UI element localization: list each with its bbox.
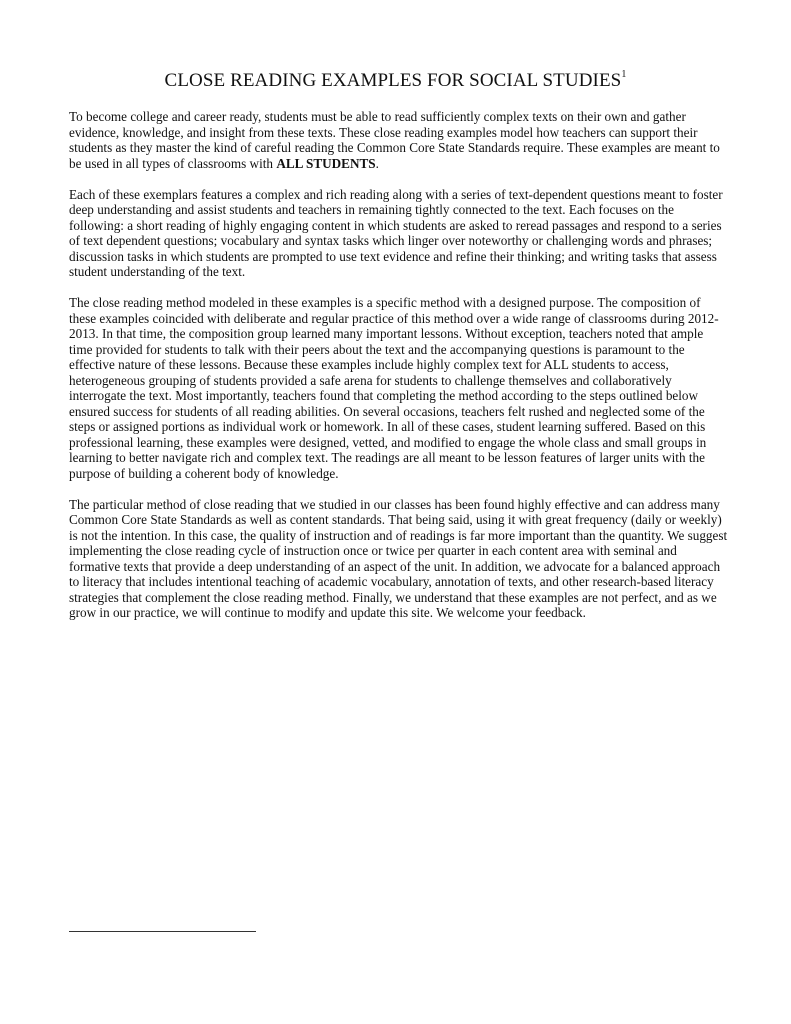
intro-paragraph [69, 109, 729, 171]
document-body [69, 109, 729, 636]
page-title-text: CLOSE READING EXAMPLES FOR SOCIAL STUDIES [164, 70, 622, 91]
exemplars-paragraph: Each of these exemplars features a complex and rich reading along with a series of text-dependent questions meant to foster deep understanding and assist students and teachers in remaining tightly connected to the text. Each focuses on the following: a short reading of highly engaging content in which students are asked to reread passages and respond to a series of text dependent questions; vocabulary and syntax tasks which linger over noteworthy or challenging words and phrases; discussion tasks in which students are prompted to use text evidence and refine their thinking; and writing tasks that assess student understanding of the text. [69, 186, 723, 279]
approach-paragraph: The particular method of close reading that we studied in our classes has been found highly effective and can address many Common Core State Standards as well as content standards. That being said, using it with great frequency (daily or weekly) is not the intention. In this case, the quality of instruction and of readings is far more important than the quantity. We suggest implementing the close reading cycle of instruction once or twice per quarter in each content area with seminal and formative texts that provide a deep understanding of an aspect of the unit. In addition, we advocate for a balanced approach to literacy that includes intentional teaching of academic vocabulary, annotation of texts, and other research-based literacy strategies that complement the close reading method. Finally, we understand that these examples are not perfect, and as we grow in our practice, we will continue to modify and update this site. We welcome your feedback. [69, 496, 728, 620]
page-title [0, 70, 791, 92]
all-students-emphasis: ALL STUDENTS [276, 155, 376, 171]
intro-paragraph-end: . [375, 155, 379, 171]
method-paragraph: The close reading method modeled in these examples is a specific method with a designed purpose. The composition of these examples coincided with deliberate and regular practice of this method over a wide range of classrooms during 2012-2013. In that time, the composition group learned many important lessons. Without exception, teachers noted that ample time provided for students to talk with their peers about the text and the accompanying questions is paramount to the effective nature of these lessons. Because these examples include highly complex text for ALL students to access, heterogeneous grouping of students provided a safe arena for students to challenge themselves and collaboratively interrogate the text. Most importantly, teachers found that completing the method according to the steps outlined below ensured success for students of all reading abilities. On several occasions, teachers felt rushed and neglected some of the steps or assigned portions as individual work or homework. In all of these cases, student learning suffered. Based on this professional learning, these examples were designed, vetted, and modified to engage the whole class and small groups in learning to better navigate rich and complex text. The readings are all meant to be lesson features of larger units with the purpose of building a coherent body of knowledge. [69, 295, 719, 481]
intro-paragraph-text: To become college and career ready, students must be able to read sufficiently complex texts on their own and gather evidence, knowledge, and insight from these texts. These close reading examples model how teachers can support their students as they master the kind of careful reading the Common Core State Standards require. These examples are meant to be used in all types of classrooms with [69, 109, 720, 171]
title-footnote-marker: 1 [621, 69, 627, 80]
footnote-separator [69, 931, 256, 932]
